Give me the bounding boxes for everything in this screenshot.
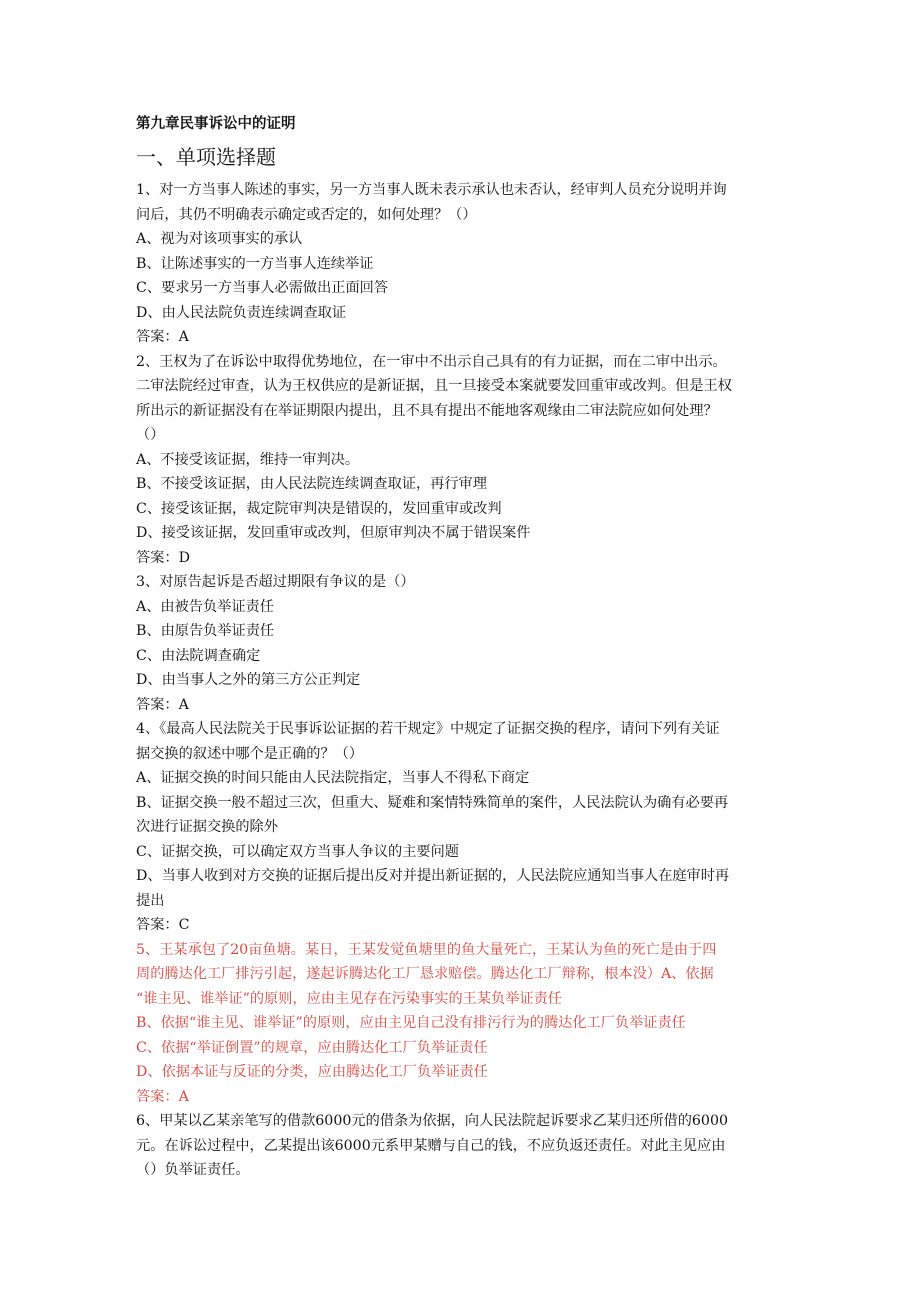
text-line: 5、王某承包了20亩鱼塘。某日，王某发觉鱼塘里的鱼大量死亡，王某认为鱼的死亡是由于四: [136, 941, 717, 958]
text-line: 问后，其仍不明确表示确定或否定的，如何处理？（）: [136, 206, 477, 223]
text-line: B、由原告负举证责任: [136, 623, 275, 639]
text-line: “谁主见、谁举证”的原则，应由主见存在污染事实的王某负举证责任: [136, 990, 562, 1007]
text-line: 提出: [136, 892, 165, 909]
text-line: 2、王权为了在诉讼中取得优势地位，在一审中不出示自己具有的有力证据，而在二审中出示。: [136, 353, 727, 370]
question-list: [136, 178, 786, 1183]
text-line: 周的腾达化工厂排污引起，遂起诉腾达化工厂恳求赔偿。腾达化工厂辩称，根本没）A、依据: [136, 966, 714, 982]
text-line: B、依据“谁主见、谁举证”的原则，应由主见自己没有排污行为的腾达化工厂负举证责任: [136, 1015, 686, 1031]
text-line: 4、《最高人民法院关于民事诉讼证据的若干规定》中规定了证据交换的程序，请问下列有关证: [136, 721, 720, 737]
text-line: C、要求另一方当事人必需做出正面回答: [136, 280, 389, 296]
text-line: 二审法院经过审查，认为王权供应的是新证据，且一旦接受本案就要发回重审或改判。但是王权: [136, 378, 732, 394]
text-line: 答案：C: [136, 917, 190, 933]
text-line: 6、甲某以乙某亲笔写的借款6000元的借条为依据，向人民法院起诉要求乙某归还所借的6000: [136, 1113, 728, 1129]
text-line: 答案：A: [136, 329, 189, 345]
text-line: A、由被告负举证责任: [136, 598, 274, 615]
text-line: 1、对一方当事人陈述的事实，另一方当事人既未表示承认也未否认，经审判人员充分说明并询: [136, 182, 727, 198]
text-line: A、证据交换的时间只能由人民法院指定，当事人不得私下商定: [136, 770, 530, 786]
text-line: C、由法院调查确定: [136, 647, 261, 664]
text-line: 次进行证据交换的除外: [136, 819, 278, 835]
text-line: C、接受该证据，裁定院审判决是错误的，发回重审或改判: [136, 500, 502, 517]
text-line: B、让陈述事实的一方当事人连续举证: [136, 255, 374, 272]
text-line: C、依据“举证倒置”的规章，应由腾达化工厂负举证责任: [136, 1039, 488, 1056]
text-line: D、接受该证据，发回重审或改判，但原审判决不属于错误案件: [136, 525, 531, 541]
text-line: D、当事人收到对方交换的证据后提出反对并提出新证据的，人民法院应通知当事人在庭审时再: [136, 868, 730, 884]
section-title: 一、单项选择题: [136, 145, 276, 169]
text-line: （）: [136, 427, 165, 443]
document-page: [136, 114, 786, 1183]
text-line: B、证据交换一般不超过三次，但重大、疑难和案情特殊简单的案件，人民法院认为确有必要再: [136, 794, 729, 811]
text-line: 答案：A: [136, 1088, 189, 1105]
text-line: D、依据本证与反证的分类，应由腾达化工厂负举证责任: [136, 1064, 488, 1080]
text-line: （）负举证责任。: [136, 1162, 250, 1178]
text-line: 3、对原告起诉是否超过期限有争议的是（）: [136, 574, 415, 590]
chapter-title: 第九章民事诉讼中的证明: [136, 116, 296, 132]
text-line: A、不接受该证据，维持一审判决。: [136, 451, 360, 468]
text-line: C、证据交换，可以确定双方当事人争议的主要问题: [136, 843, 459, 860]
text-line: D、由当事人之外的第三方公正判定: [136, 672, 361, 688]
text-line: 元。在诉讼过程中，乙某提出该6000元系甲某赠与自己的钱，不应负返还责任。对此主见应由: [136, 1137, 726, 1154]
text-line: 据交换的叙述中哪个是正确的？（）: [136, 745, 364, 762]
text-line: 答案：D: [136, 549, 190, 566]
text-line: B、不接受该证据，由人民法院连续调查取证，再行审理: [136, 476, 487, 492]
text-line: D、由人民法院负责连续调查取证: [136, 304, 347, 321]
text-line: 答案：A: [136, 696, 189, 713]
text-line: A、视为对该项事实的承认: [136, 231, 303, 247]
text-line: 所出示的新证据没有在举证期限内提出，且不具有提出不能地客观缘由二审法院应如何处理？: [136, 402, 718, 419]
